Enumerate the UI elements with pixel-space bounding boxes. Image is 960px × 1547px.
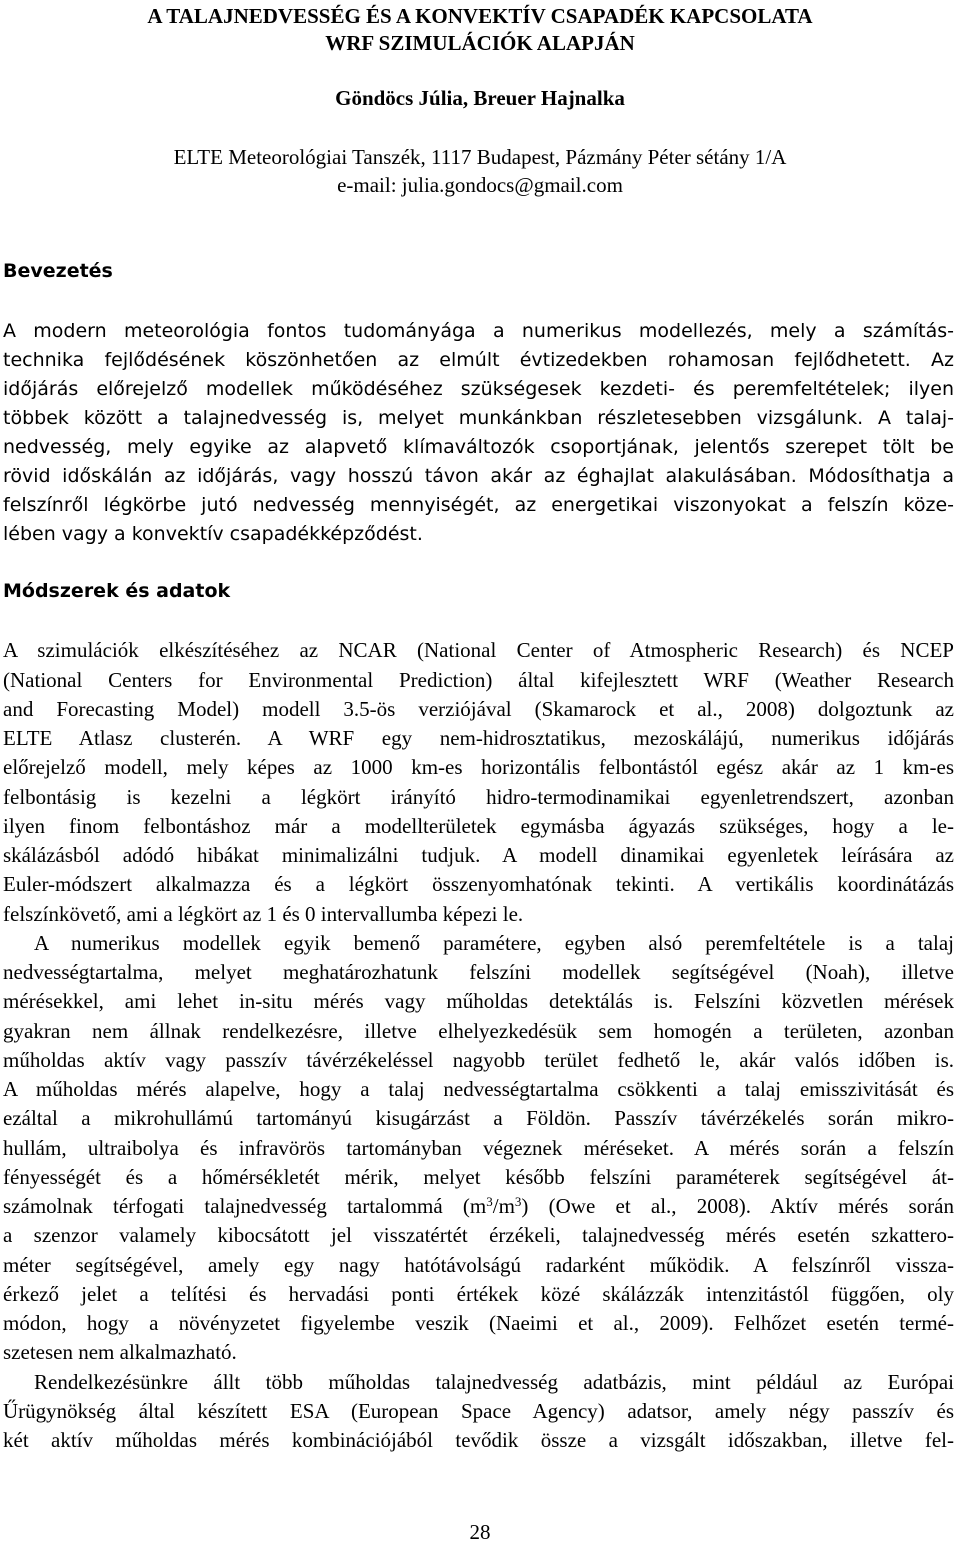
methods-line: Euler-módszert alkalmazza és a légkört összenyomhatónak tekinti. A vertikális koordinátázás bbox=[3, 872, 954, 896]
methods-line: a szenzor valamely kibocsátott jel visszatértét érzékeli, talajnedvesség mérés esetén szkattero- bbox=[3, 1223, 954, 1247]
page-number: 28 bbox=[469, 1520, 491, 1544]
methods-line: fényességét és a hőmérsékletét mérik, melyet később felszíni paraméterek segítségével át- bbox=[3, 1165, 954, 1189]
methods-line: nedvességtartalma, melyet meghatározhatunk felszíni modellek segítségével (Noah), illetve bbox=[3, 960, 954, 984]
methods-line: skálázásból adódó hibákat minimalizálni tudjuk. A modell dinamikai egyenletek leírására az bbox=[3, 843, 954, 867]
intro-line: A modern meteorológia fontos tudományága a numerikus modellezés, mely a számítás- bbox=[3, 320, 954, 342]
line-text: ) (Owe et al., 2008). Aktív mérés során bbox=[521, 1194, 954, 1218]
paper-title-line-2: WRF SZIMULÁCIÓK ALAPJÁN bbox=[325, 31, 635, 55]
paper-title-line-1: A TALAJNEDVESSÉG ÉS A KONVEKTÍV CSAPADÉK KAPCSOLATA bbox=[147, 4, 813, 28]
email: e-mail: julia.gondocs@gmail.com bbox=[337, 173, 623, 197]
intro-line: technika fejlődésének köszönhetően az elmúlt évtizedekben rohamosan fejlődhetett. Az bbox=[3, 349, 954, 371]
intro-line: felszínről légkörbe jutó nedvesség mennyiségét, az energetikai viszonyokat a felszín köze- bbox=[3, 494, 954, 516]
methods-line: méter segítségével, amely egy nagy hatótávolságú radarként működik. A felszínről vissza- bbox=[3, 1253, 954, 1277]
methods-line: A szimulációk elkészítéséhez az NCAR (National Center of Atmospheric Research) és NCEP bbox=[3, 638, 954, 662]
methods-line: and Forecasting Model) modell 3.5-ös verziójával (Skamarock et al., 2008) dolgoztunk az bbox=[3, 697, 954, 721]
methods-line: szetesen nem alkalmazható. bbox=[3, 1340, 237, 1364]
intro-line: többek között a talajnedvesség is, melyet munkánkban részletesebben vizsgálunk. A talaj- bbox=[3, 407, 954, 429]
intro-line: időjárás előrejelző modellek működéséhez szükségesek kezdeti- és peremfeltételek; ilyen bbox=[3, 378, 954, 400]
methods-line: ezáltal a mikrohullámú tartományú kisugárzást a Földön. Passzív távérzékelés során mikro- bbox=[3, 1106, 954, 1130]
methods-line: ilyen finom felbontáshoz már a modellterületek egymásba ágyazás szükséges, hogy a le- bbox=[3, 814, 954, 838]
intro-line: rövid időskálán az időjárás, vagy hosszú távon akár az éghajlat alakulásában. Módosíthatja a bbox=[3, 465, 954, 487]
authors: Göndöcs Júlia, Breuer Hajnalka bbox=[335, 86, 625, 110]
section-heading-introduction: Bevezetés bbox=[3, 260, 113, 282]
intro-line: lében vagy a konvektív csapadékképződést. bbox=[3, 523, 423, 545]
superscript: 3 bbox=[486, 1194, 493, 1209]
methods-line: két aktív műholdas mérés kombinációjából tevődik össze a vizsgált időszakban, illetve fel- bbox=[3, 1428, 954, 1452]
methods-line: módon, hogy a növényzetet figyelembe veszik (Naeimi et al., 2009). Felhőzet esetén termé- bbox=[3, 1311, 954, 1335]
line-text: számolnak térfogati talajnedvesség tartalommá (m bbox=[3, 1194, 487, 1218]
methods-line-with-units bbox=[3, 1191, 954, 1221]
methods-line: előrejelző modell, mely képes az 1000 km-es horizontális felbontástól egész akár az 1 km-es bbox=[3, 755, 954, 779]
methods-line: Űrügynökség által készített ESA (European Space Agency) adatsor, amely négy passzív és bbox=[3, 1399, 954, 1423]
methods-line: (National Centers for Environmental Prediction) által kifejlesztett WRF (Weather Research bbox=[3, 668, 954, 692]
methods-line: ELTE Atlasz clusterén. A WRF egy nem-hidrosztatikus, mezoskálájú, numerikus időjárás bbox=[3, 726, 954, 750]
methods-line: felszínkövető, ami a légkört az 1 és 0 intervallumba képezi le. bbox=[3, 902, 524, 926]
methods-line: A numerikus modellek egyik bemenő paramétere, egyben alsó peremfeltétele is a talaj bbox=[34, 931, 954, 955]
intro-line: nedvesség, mely egyike az alapvető klímaváltozók csoportjának, jelentős szerepet tölt be bbox=[3, 436, 954, 458]
affiliation: ELTE Meteorológiai Tanszék, 1117 Budapest, Pázmány Péter sétány 1/A bbox=[173, 145, 787, 169]
methods-line: A műholdas mérés alapelve, hogy a talaj nedvességtartalma csökkenti a talaj emisszivitását és bbox=[3, 1077, 954, 1101]
methods-line: gyakran nem állnak rendelkezésre, illetve elhelyezkedésük sem homogén a területen, azonban bbox=[3, 1019, 954, 1043]
line-text: /m bbox=[492, 1194, 515, 1218]
methods-line: érkező jelet a telítési és hervadási ponti értékek közé skálázzák intenzitástól függően, oly bbox=[3, 1282, 954, 1306]
superscript: 3 bbox=[514, 1194, 522, 1209]
methods-line: hullám, ultraibolya és infravörös tartományban végeznek méréseket. A mérés során a felszín bbox=[3, 1136, 954, 1160]
methods-line: Rendelkezésünkre állt több műholdas talajnedvesség adatbázis, mint például az Európai bbox=[34, 1370, 954, 1394]
methods-line: felbontásig is kezelni a légkört irányító hidro-termodinamikai egyenletrendszert, azonban bbox=[3, 785, 954, 809]
section-heading-methods: Módszerek és adatok bbox=[3, 580, 231, 602]
methods-line: mérésekkel, ami lehet in-situ mérés vagy műholdas detektálás is. Felszíni közvetlen mérések bbox=[3, 989, 954, 1013]
methods-line: műholdas aktív vagy passzív távérzékeléssel nagyobb terület fedhető le, akár valós időben is. bbox=[3, 1048, 954, 1072]
